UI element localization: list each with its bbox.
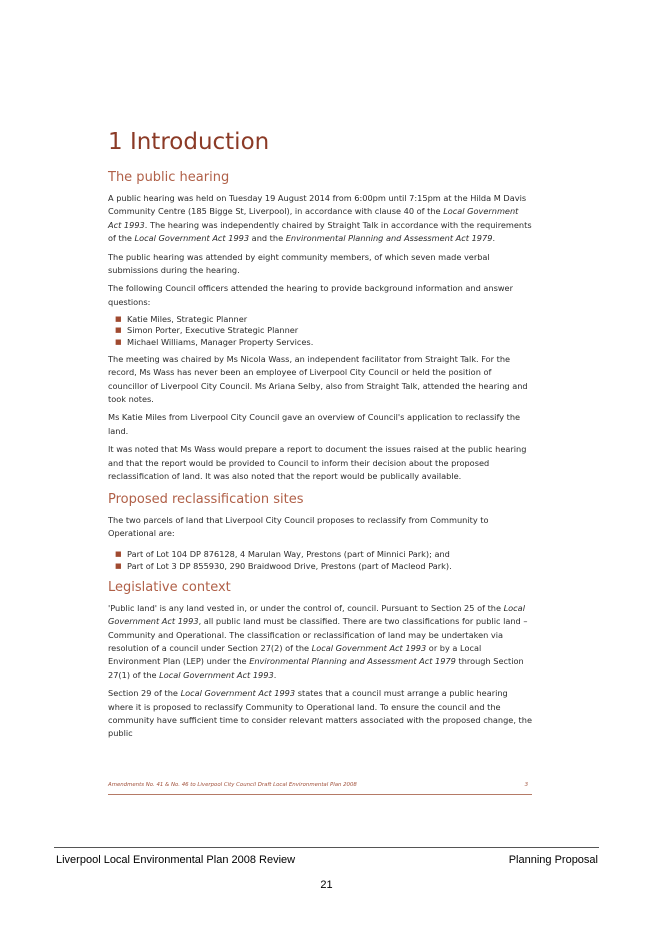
act-title: Local Government Act 1993 [108,206,519,230]
bullet-icon: ■ [115,315,122,324]
paragraph: The two parcels of land that Liverpool City Council proposes to reclassify from Community to Operational are: [108,514,489,538]
act-title: Local Government Act 1993 [159,669,274,680]
list-item: ■ Simon Porter, Executive Strategic Planner [115,325,299,336]
paragraph: The meeting was chaired by Ms Nicola Wass, an independent facilitator from Straight Talk. For the record, Ms Wass has never been an employee of Liverpool City Council or held the position of councillor of Liverpool City Council. Ms Ariana Selby, also from Straight Talk, attended the hearing and took notes. [108,353,528,405]
footer-document-type: Planning Proposal [508,854,598,866]
section-heading-legislative-context: Legislative context [108,579,231,595]
footer-divider [54,847,599,848]
section-heading-public-hearing: The public hearing [108,170,230,185]
list-item: ■ Part of Lot 3 DP 855930, 290 Braidwood Drive, Prestons (part of Macleod Park). [115,560,452,571]
paragraph: It was noted that Ms Wass would prepare a report to document the issues raised at the public hearing and that the report would be provided to Council to inform their decision about the proposed reclassification of land. It was also noted that the report would be publically available. [108,444,527,482]
act-title: Local Government Act 1993 [108,602,525,627]
act-title: Environmental Planning and Assessment Act 1979 [285,233,493,244]
inner-page-number: 3 [524,782,528,788]
section-heading-reclassification-sites: Proposed reclassification sites [108,491,304,507]
inner-footer-text: Amendments No. 41 & No. 46 to Liverpool City Council Draft Local Environmental Plan 2008 [108,782,357,788]
bullet-icon: ■ [115,337,122,346]
paragraph: A public hearing was held on Tuesday 19 August 2014 from 6:00pm until 7:15pm at the Hilda M Davis Community Centre (185 Bigge St, Liverpool), in accordance with clause 40 of the Local Government Act 1993. The hearing was independently chaired by Straight Talk in accordance with the requirements of the Local Government Act 1993 and the Environmental Planning and Assessment Act 1979. [108,193,532,244]
inner-footer-divider [108,794,532,795]
chapter-title: 1 Introduction [108,129,270,155]
officer-list [108,314,532,348]
act-title: Local Government Act 1993 [134,233,250,244]
bullet-icon: ■ [115,561,122,570]
paragraph: Ms Katie Miles from Liverpool City Council gave an overview of Council's application to reclassify the land. [108,412,521,436]
page-number: 21 [320,879,333,891]
act-title: Local Government Act 1993 [311,642,427,653]
paragraph: The public hearing was attended by eight community members, of which seven made verbal submissions during the hearing. [108,251,490,276]
bullet-icon: ■ [115,326,122,335]
act-title: Environmental Planning and Assessment Act 1979 [249,656,456,667]
footer-document-title: Liverpool Local Environmental Plan 2008 Review [56,854,296,866]
paragraph: 'Public land' is any land vested in, or under the control of, council. Pursuant to Section 25 of the Local Government Act 1993, all public land must be classified. There are two classifications for public land – Community and Operational. The classification or reclassification of land may be undertaken via resolution of a council under Section 27(2) of the Local Government Act 1993 or by a Local Environment Plan (LEP) under the Environmental Planning and Assessment Act 1979 through Section 27(1) of the Local Government Act 1993. [108,602,528,680]
act-title: Local Government Act 1993 [180,688,296,699]
list-item: ■ Michael Williams, Manager Property Services. [115,336,314,347]
list-item: ■ Katie Miles, Strategic Planner [115,314,248,325]
sites-list [108,549,532,571]
inner-page-footer [108,782,532,794]
bullet-icon: ■ [115,550,122,559]
paragraph: Section 29 of the Local Government Act 1993 states that a council must arrange a public hearing where it is proposed to reclassify Community to Operational land. To ensure the council and the community have sufficient time to consider relevant matters associated with the proposed change, the public [108,688,532,739]
list-item: ■ Part of Lot 104 DP 876128, 4 Marulan Way, Prestons (part of Minnici Park); and [115,549,450,560]
paragraph: The following Council officers attended the hearing to provide background information and answer questions: [108,283,513,307]
report-page-content [108,128,532,746]
